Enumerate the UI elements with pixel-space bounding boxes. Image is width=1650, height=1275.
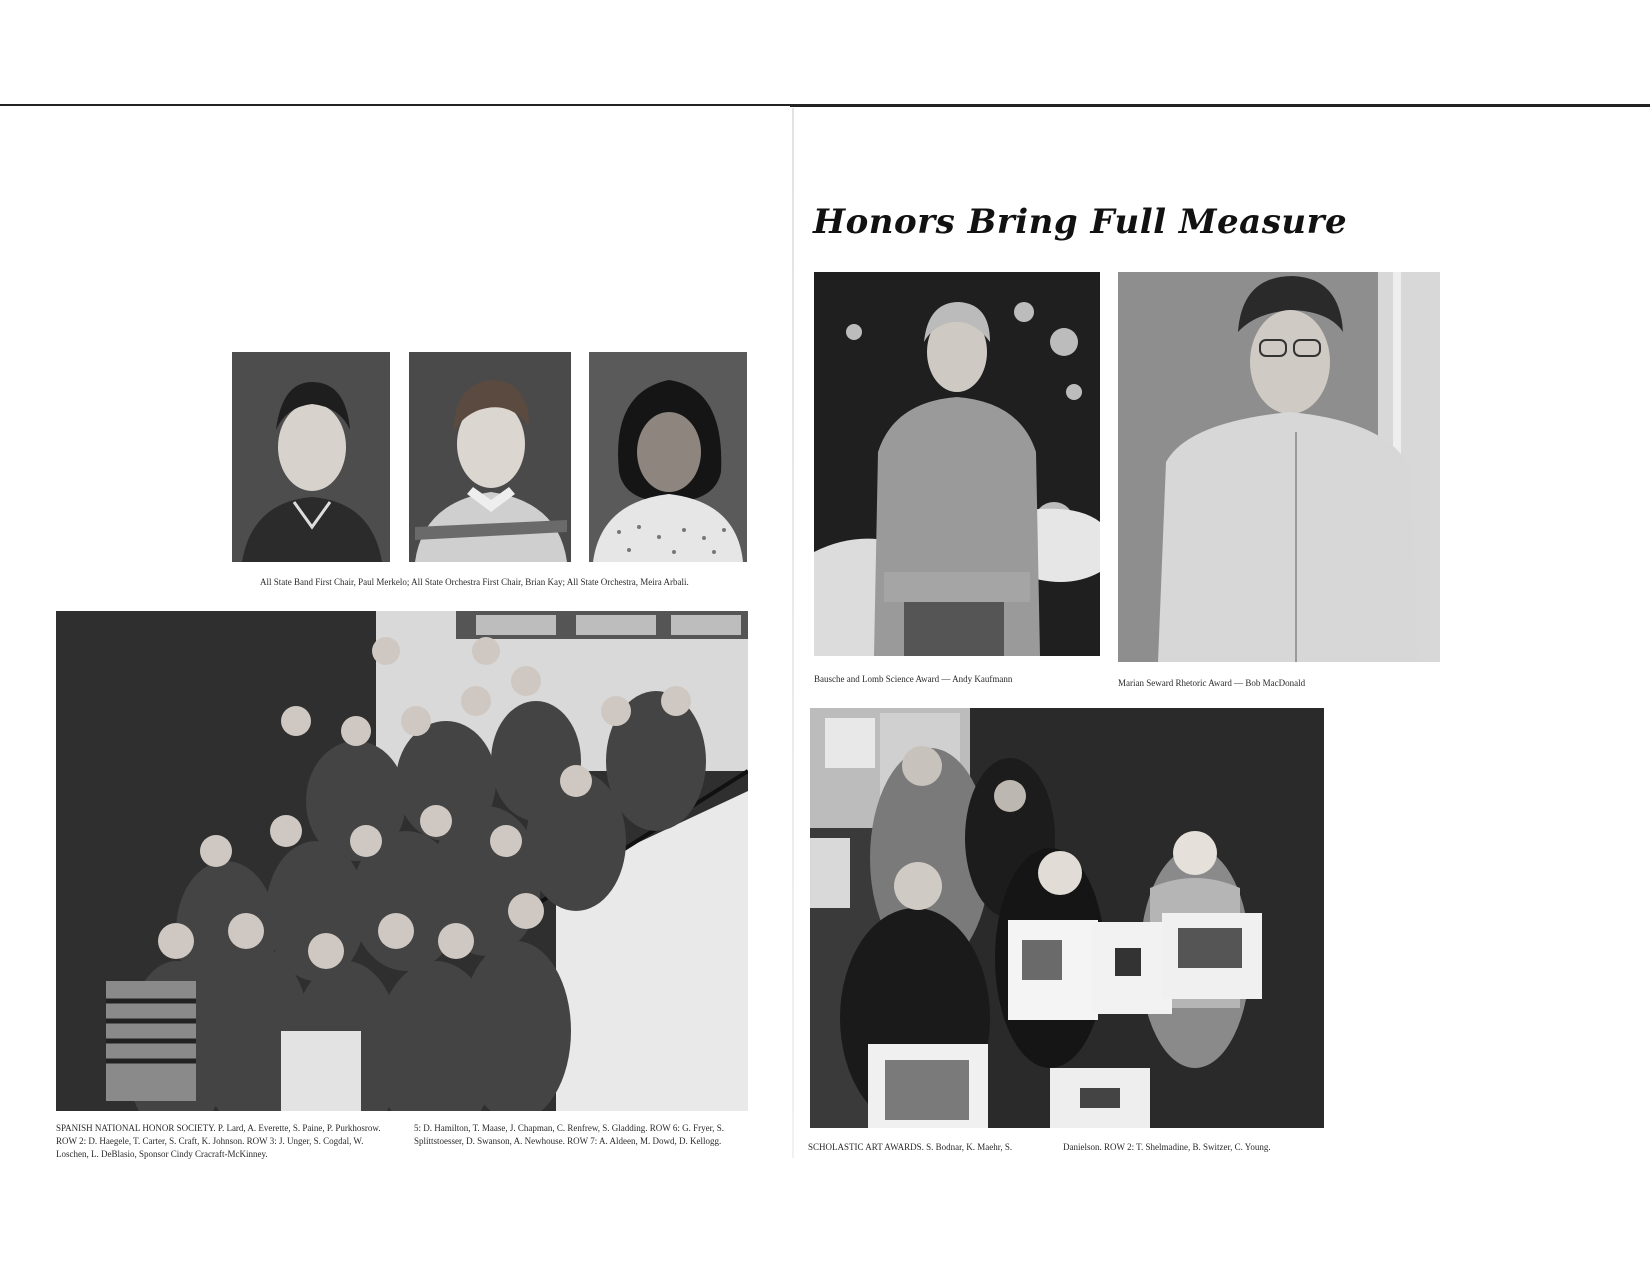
caption-all-state: All State Band First Chair, Paul Merkelo; All State Orchestra First Chair, Brian Kay; All State Orchestra, Meira Arbali.	[260, 577, 689, 587]
portrait-brian-kay	[409, 352, 571, 562]
page-gutter	[792, 108, 794, 1158]
caption-scholastic-part1: SCHOLASTIC ART AWARDS. S. Bodnar, K. Maehr, S.	[808, 1142, 1013, 1152]
photo-bob-macdonald	[1118, 272, 1440, 662]
top-rule-left	[0, 104, 790, 106]
photo-spanish-honor-society	[56, 611, 748, 1111]
top-rule-right	[790, 104, 1650, 107]
caption-spanish-col1: SPANISH NATIONAL HONOR SOCIETY. P. Lard, A. Everette, S. Paine, P. Purkhosrow. ROW 2: D. Haegele, T. Carter, S. Craft, K. Johnson. ROW 3: J. Unger, S. Cogdal, W. Loschen, L. DeBlasio, Sponsor Cindy Cracraft-McKinney.	[56, 1123, 381, 1159]
photo-andy-kaufmann	[814, 272, 1100, 656]
page-headline: Honors Bring Full Measure	[813, 202, 1348, 242]
portrait-paul-merkelo	[232, 352, 390, 562]
caption-bausche-lomb: Bausche and Lomb Science Award — Andy Kaufmann	[814, 674, 1013, 684]
photo-scholastic-art-awards	[810, 708, 1324, 1128]
caption-scholastic-part2: Danielson. ROW 2: T. Shelmadine, B. Switzer, C. Young.	[1063, 1142, 1271, 1152]
caption-spanish-col2: 5: D. Hamilton, T. Maase, J. Chapman, C. Renfrew, S. Gladding. ROW 6: G. Fryer, S. Splittstoesser, D. Swanson, A. Newhouse. ROW 7: A. Aldeen, M. Dowd, D. Kellogg.	[414, 1123, 725, 1146]
caption-marian-seward: Marian Seward Rhetoric Award — Bob MacDonald	[1118, 678, 1306, 688]
portrait-meira-arbali	[589, 352, 747, 562]
